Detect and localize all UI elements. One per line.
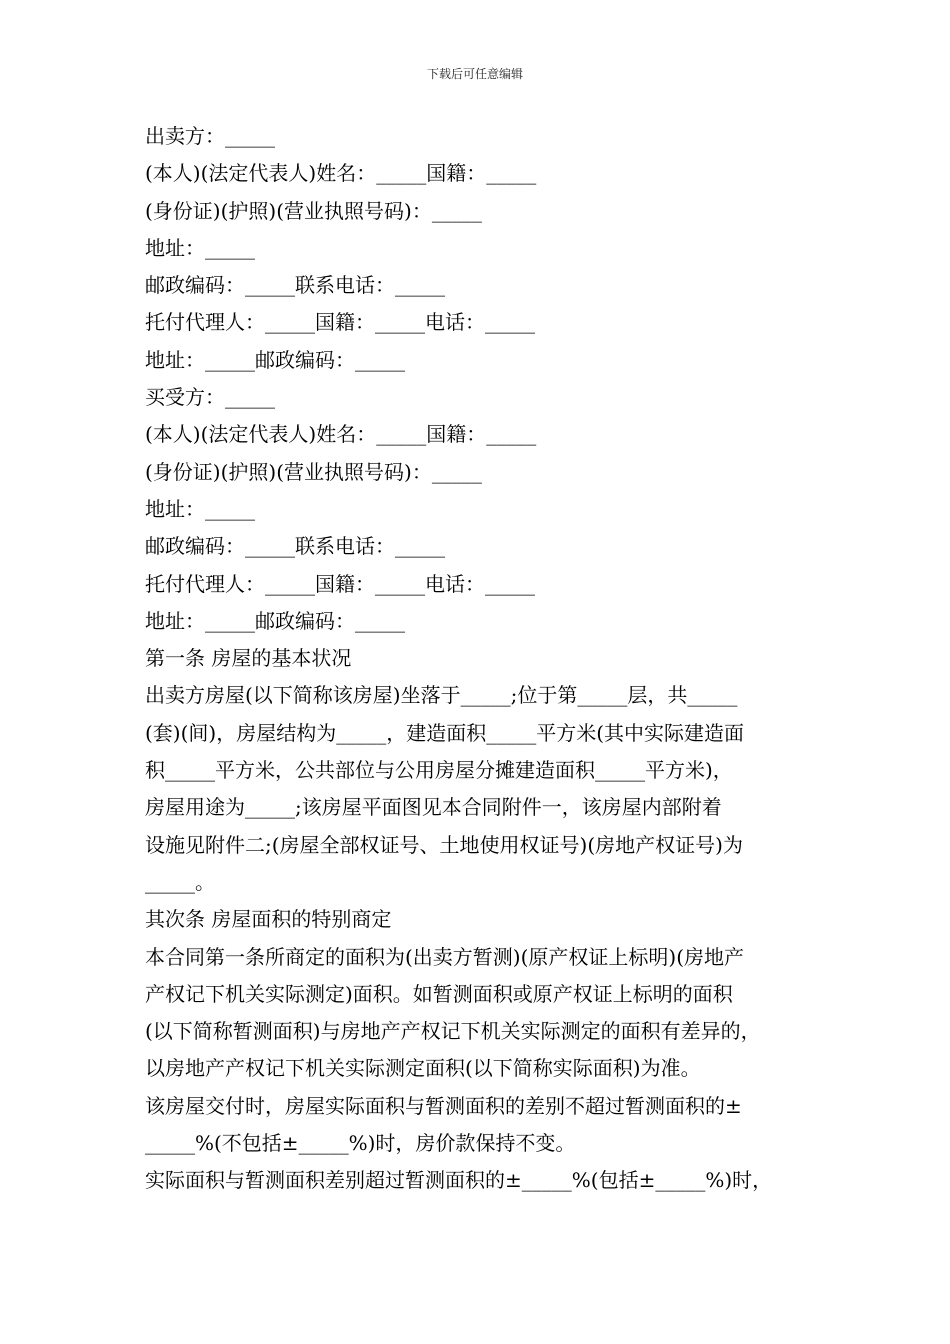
article-2-text-line: _____%(不包括±_____%)时，房价款保持不变。	[145, 1131, 576, 1156]
seller-id-number: (身份证)(护照)(营业执照号码)：_____	[145, 198, 482, 223]
seller-label: 出卖方：_____	[145, 124, 275, 148]
buyer-id-number: (身份证)(护照)(营业执照号码)：_____	[145, 459, 482, 484]
article-1-text-line: 设施见附件二;(房屋全部权证号、土地使用权证号)(房地产权证号)为	[145, 832, 743, 857]
article-2-text-line: 实际面积与暂测面积差别超过暂测面积的±_____%(包括±_____%)时，	[145, 1168, 773, 1193]
buyer-address: 地址：_____	[145, 496, 255, 521]
seller-name-nationality: (本人)(法定代表人)姓名：_____国籍：_____	[145, 161, 537, 186]
article-2-text-line: 该房屋交付时，房屋实际面积与暂测面积的差别不超过暂测面积的±	[145, 1093, 742, 1118]
page-header: 下载后可任意编辑	[426, 67, 523, 81]
article-2-text-line: (以下简称暂测面积)与房地产产权记下机关实际测定的面积有差异的，	[145, 1019, 761, 1044]
buyer-name-nationality: (本人)(法定代表人)姓名：_____国籍：_____	[145, 422, 537, 447]
document-body	[145, 118, 825, 1200]
seller-address: 地址：_____	[145, 235, 255, 260]
article-1-text-line: (套)(间)，房屋结构为_____，建造面积_____平方米(其中实际建造面	[145, 720, 745, 745]
seller-agent: 托付代理人：_____国籍：_____电话：_____	[145, 310, 535, 335]
article-2-heading: 其次条 房屋面积的特别商定	[145, 907, 392, 932]
article-1-text-line: 房屋用途为_____;该房屋平面图见本合同附件一，该房屋内部附着	[145, 795, 722, 820]
article-1-text-line: 积_____平方米，公共部位与公用房屋分摊建造面积_____平方米)，	[145, 758, 733, 783]
article-1-text-line: 出卖方房屋(以下简称该房屋)坐落于_____;位于第_____层，共_____	[145, 683, 738, 708]
buyer-postcode-phone: 邮政编码：_____联系电话：_____	[145, 534, 445, 559]
seller-agent-address: 地址：_____邮政编码：_____	[145, 347, 405, 372]
article-2-text-line: 以房地产产权记下机关实际测定面积(以下简称实际面积)为准。	[145, 1056, 701, 1081]
buyer-label: 买受方：_____	[145, 385, 275, 410]
seller-postcode-phone: 邮政编码：_____联系电话：_____	[145, 273, 445, 298]
buyer-agent-address: 地址：_____邮政编码：_____	[145, 608, 405, 633]
article-2-text-line: 本合同第一条所商定的面积为(出卖方暂测)(原产权证上标明)(房地产	[145, 944, 745, 969]
article-1-heading: 第一条 房屋的基本状况	[145, 646, 352, 671]
article-1-text-line: _____。	[145, 869, 215, 894]
article-2-text-line: 产权记下机关实际测定)面积。如暂测面积或原产权证上标明的面积	[145, 981, 733, 1006]
buyer-agent: 托付代理人：_____国籍：_____电话：_____	[145, 571, 535, 596]
